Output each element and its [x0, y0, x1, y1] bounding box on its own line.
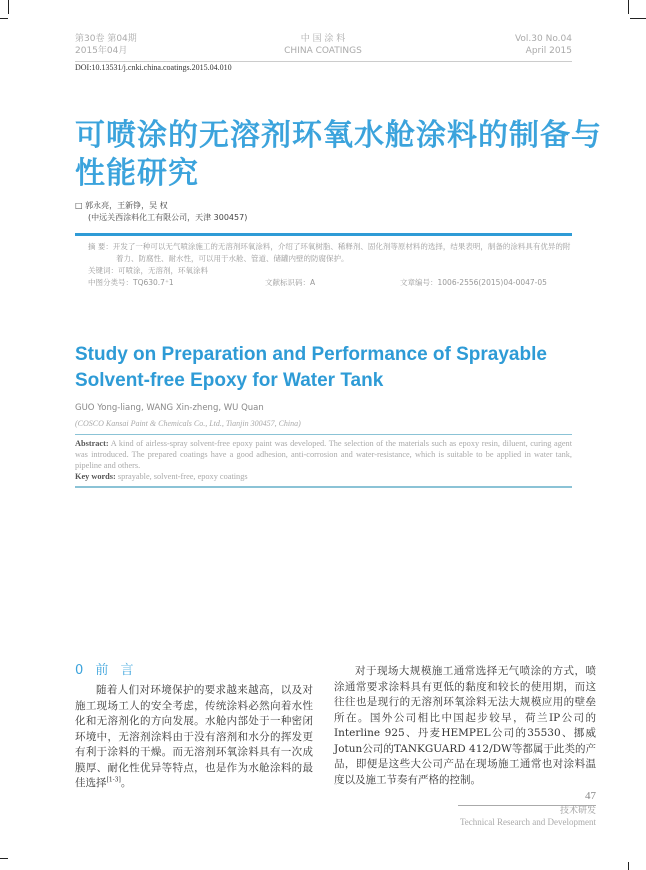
doi: DOI:10.13531/j.cnki.china.coatings.2015.04.010	[75, 63, 232, 72]
keywords-cn: 关键词：可喷涂，无溶剂，环氧涂料	[88, 266, 208, 275]
volume: 第30卷 第04期	[75, 34, 137, 44]
journal-cn: 中 国 涂 料	[300, 34, 346, 44]
crop-mark	[0, 858, 8, 859]
classification-row	[88, 277, 572, 289]
paragraph-text: 随着人们对环境保护的要求越来越高，以及对施工现场工人的安全考虑，传统涂料必然向着水性化和无溶剂化的方向发展。水舱内部处于一种密闭环境中，无溶剂涂料由于没有溶剂和水分的挥发更有利于涂料的干燥。而无溶剂环氧涂料具有一次成膜厚、耐化性优异等特点，也是作为水舱涂料的最佳选择	[75, 684, 313, 789]
front-matter-en	[75, 342, 572, 488]
header-left	[75, 33, 137, 57]
date: 2015年04月	[75, 46, 128, 56]
body-left-column	[75, 683, 313, 792]
clc-number: 中图分类号：TQ630.7⁺1	[88, 278, 174, 287]
title-line: 可喷涂的无溶剂环氧水舱涂料的制备与	[75, 118, 602, 153]
title-cn	[75, 117, 602, 193]
title-line: 性能研究	[75, 156, 199, 191]
abstract-label: 摘 要：	[88, 242, 113, 251]
title-line: Study on Preparation and Performance of Sprayable	[75, 344, 547, 365]
title-line: Solvent-free Epoxy for Water Tank	[75, 370, 384, 391]
body-right-column: 对于现场大规模施工通常选择无气喷涂的方式，喷涂通常要求涂料具有更低的黏度和较长的使用期，而这往往也是现行的无溶剂环氧涂料无法大规模应用的壁垒所在。国外公司相比中国起步较早，荷兰IP公司的Interline 925、丹麦HEMPEL公司的35530、挪威Jotun公司的TANKGUARD 412/DW等都属于此类的产品，即便是这些大公司产品在现场施工通常也对涂料温度以及施工节奏有严格的控制。	[334, 665, 596, 786]
keywords-label: Key words:	[75, 472, 116, 481]
volume-en: Vol.30 No.04	[514, 34, 572, 44]
abstract-text: 开发了一种可以无气喷涂施工的无溶剂环氧涂料，介绍了环氧树脂、稀释剂、固化剂等原材料的选择，结果表明，制备的涂料具有优异的附着力、防腐性、耐水性，可以用于水舱、管道、储罐内壁的防腐保护。	[112, 242, 571, 263]
abstract-label: Abstract:	[75, 439, 109, 448]
date-en: April 2015	[525, 46, 572, 56]
crop-mark	[628, 0, 629, 14]
document-code: 文献标识码：A	[265, 278, 316, 287]
header-rule	[75, 61, 572, 62]
journal-en: CHINA COATINGS	[284, 46, 362, 56]
affiliation-en: (COSCO Kansai Paint & Chemicals Co., Ltd., Tianjin 300457, China)	[75, 419, 301, 428]
header-right	[515, 33, 572, 57]
abstract-bottom-rule	[75, 486, 572, 488]
footer-section-en: Technical Research and Development	[459, 817, 596, 827]
affiliation-cn: (中远关西涂料化工有限公司，天津 300457)	[88, 213, 248, 222]
footer-section-cn: 技术研发	[559, 806, 596, 816]
citation: [1-3]	[106, 776, 121, 784]
crop-mark	[8, 0, 9, 14]
title-en	[75, 342, 572, 394]
blue-rule	[75, 233, 572, 236]
page-number: 47	[585, 790, 596, 802]
crop-mark	[0, 18, 8, 19]
abstract-cn	[88, 241, 572, 265]
abstract-en	[75, 438, 572, 482]
paragraph-end: 。	[120, 777, 132, 789]
article-number: 文章编号：1006-2556(2015)04-0047-05	[400, 278, 547, 287]
abstract-rule	[75, 434, 572, 435]
keywords-text: sprayable, solvent-free, epoxy coatings	[115, 472, 248, 481]
front-matter-cn	[75, 117, 602, 289]
abstract-text: A kind of airless-spray solvent-free epoxy paint was developed. The selection of the materials such as epoxy resin, diluent, curing agent was introduced. The prepared coatings have a good adhesion, anti-corrosion and water-resistance, which is suitable to be applied in water tank, pipeline and others.	[75, 439, 572, 470]
authors-en: GUO Yong-liang, WANG Xin-zheng, WU Quan	[75, 403, 264, 413]
crop-mark	[628, 862, 629, 870]
crop-mark	[630, 18, 646, 19]
authors-cn: □ 郭永亮，王新铮，吴 权	[75, 201, 168, 210]
right-column-with-footer	[334, 664, 596, 828]
header-center	[260, 33, 386, 57]
section-heading: 0 前 言	[75, 663, 134, 678]
